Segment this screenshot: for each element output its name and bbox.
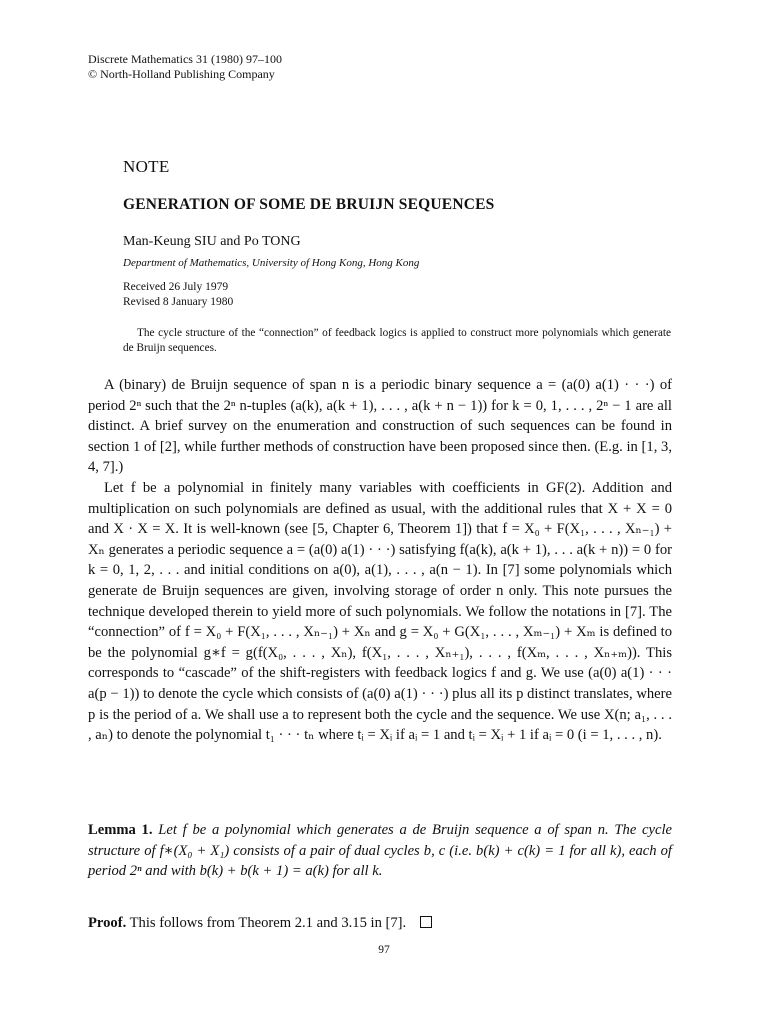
proof-label: Proof. bbox=[88, 915, 127, 931]
journal-citation: Discrete Mathematics 31 (1980) 97–100 bbox=[88, 52, 282, 66]
lemma-statement: Let f be a polynomial which generates a de Bruijn sequence a of span n. The cycle structure of f∗(X₀ + X₁) consists of a pair of dual cycles b, c (i.e. b(k) + c(k) = 1 for all k), each of period 2ⁿ and with b(k) + b(k + 1) = a(k) for all k. bbox=[88, 822, 672, 880]
paragraph: A (binary) de Bruijn sequence of span n is a periodic binary sequence a = (a(0) a(1) · · ·) of period 2ⁿ such that the 2ⁿ n-tuples (a(k), a(k + 1), . . . , a(k + n − 1)) for k = 0, 1, . . . , 2ⁿ − 1 are all distinct. A brief survey on the enumeration and construction of such sequences can be found in section 1 of [2], while further methods of construction have been proposed since then. (E.g. in [1, 3, 4, 7].) bbox=[88, 377, 672, 476]
paragraph: Let f be a polynomial in finitely many variables with coefficients in GF(2). Addition and multiplication on such polynomials are defined as usual, with the additional rules that X + X = 0 and X · X = X. It is well-known (see [5, Chapter 6, Theorem 1]) that f = X₀ + F(X₁, . . . , Xₙ₋₁) + Xₙ generates a periodic sequence a = (a(0) a(1) · · ·) satisfying f(a(k), a(k + 1), . . . a(k + n)) = 0 for k = 0, 1, 2, . . . and initial conditions on a(0), a(1), . . . , a(n − 1). In [7] some polynomials which generate de Bruijn sequences are given, involving storage of order n only. This note pursues the technique developed therein to yield more of such polynomials. We follow the notations in [7]. The “connection” of f = X₀ + F(X₁, . . . , Xₙ₋₁) + Xₙ and g = X₀ + G(X₁, . . . , Xₘ₋₁) + Xₘ is defined to be the polynomial g∗f = g(f(X₀, . . . , Xₙ), f(X₁, . . . , Xₙ₊₁), . . . , f(Xₘ, . . . , Xₙ₊ₘ)). This corresponds to “cascade” of the shift-registers with feedback logics f and g. We use (a(0) a(1) · · · a(p − 1)) to denote the cycle which consists of (a(0) a(1) · · ·) plus all its p distinct translates, where p is the period of a. We shall use a to represent both the cycle and the sequence. We use X(n; a₁, . . . , aₙ) to denote the polynomial t₁ · · · tₙ where tᵢ = Xᵢ if aᵢ = 1 and tᵢ = Xᵢ + 1 if aᵢ = 0 (i = 1, . . . , n). bbox=[88, 479, 672, 744]
journal-header bbox=[88, 52, 282, 82]
proof-text: This follows from Theorem 2.1 and 3.15 in [7]. bbox=[129, 915, 407, 931]
qed-square-icon bbox=[420, 916, 432, 928]
proof bbox=[88, 915, 432, 932]
received-date: Received 26 July 1979 bbox=[123, 281, 229, 293]
page-number: 97 bbox=[378, 944, 390, 956]
body-text bbox=[88, 375, 672, 746]
authors: Man-Keung SIU and Po TONG bbox=[123, 234, 301, 249]
section-label: NOTE bbox=[123, 157, 170, 176]
abstract: The cycle structure of the “connection” of feedback logics is applied to construct more polynomials which generate de Bruijn sequences. bbox=[123, 327, 671, 354]
lemma-label: Lemma 1. bbox=[88, 822, 153, 838]
paper-title: GENERATION OF SOME DE BRUIJN SEQUENCES bbox=[123, 196, 495, 213]
publisher-copyright: © North-Holland Publishing Company bbox=[88, 67, 275, 81]
dates bbox=[123, 280, 233, 310]
affiliation: Department of Mathematics, University of Hong Kong, Hong Kong bbox=[123, 257, 420, 269]
lemma-1 bbox=[88, 820, 672, 882]
revised-date: Revised 8 January 1980 bbox=[123, 296, 234, 308]
